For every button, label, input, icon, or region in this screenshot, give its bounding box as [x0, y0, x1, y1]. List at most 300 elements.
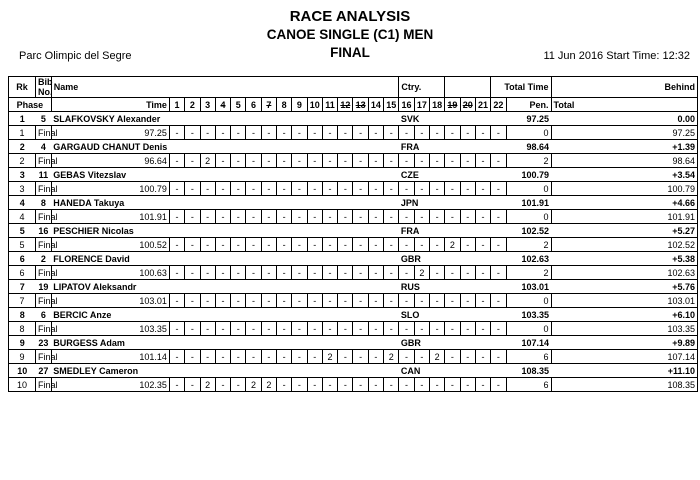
- athlete-name: GEBAS Vitezslav: [53, 169, 127, 180]
- rank: 2: [9, 140, 36, 154]
- bib: 4: [40, 141, 46, 152]
- gate-penalty: -: [292, 238, 307, 252]
- run-penalty: 0: [506, 210, 551, 224]
- gate-penalty: -: [276, 238, 291, 252]
- gate-penalty: -: [215, 294, 230, 308]
- total-time: 103.35: [521, 309, 550, 320]
- behind: +5.27: [551, 224, 697, 238]
- gate-penalty: -: [445, 154, 460, 168]
- gate-penalty: -: [215, 350, 230, 364]
- run-row: [9, 322, 698, 336]
- gate-penalty: -: [338, 378, 353, 392]
- gate-penalty: -: [322, 154, 337, 168]
- gate-penalty: -: [445, 378, 460, 392]
- gate-penalty: -: [384, 322, 399, 336]
- gate-penalty: -: [338, 238, 353, 252]
- gate-penalty: -: [384, 154, 399, 168]
- gate-penalty: -: [292, 378, 307, 392]
- gate-penalty: -: [475, 322, 490, 336]
- rank: 7: [9, 280, 36, 294]
- gate-penalty: -: [215, 378, 230, 392]
- run-row: [9, 126, 698, 140]
- bib: 16: [38, 225, 49, 236]
- gate-penalty: -: [475, 238, 490, 252]
- run-penalty: 6: [506, 378, 551, 392]
- athlete-name: HANEDA Takuya: [53, 197, 125, 208]
- run-penalty: 2: [506, 154, 551, 168]
- gate-penalty: -: [353, 350, 368, 364]
- gate-penalty: -: [261, 126, 276, 140]
- gate-penalty: -: [307, 266, 322, 280]
- gate-penalty: -: [200, 350, 215, 364]
- gate-penalty: -: [215, 182, 230, 196]
- col-total: Total: [551, 98, 697, 112]
- gate-penalty: -: [215, 154, 230, 168]
- gate-header-16: 16: [399, 98, 414, 112]
- run-total: 102.52: [551, 238, 697, 252]
- gate-penalty: -: [231, 350, 246, 364]
- gate-penalty: -: [414, 378, 429, 392]
- athlete-row: [9, 196, 698, 210]
- gate-penalty: -: [414, 350, 429, 364]
- gate-penalty: -: [353, 238, 368, 252]
- behind: 0.00: [551, 112, 697, 126]
- gate-penalty: -: [491, 182, 506, 196]
- header-row-2: [9, 98, 698, 112]
- bib: 2: [40, 253, 46, 264]
- gate-penalty: -: [414, 182, 429, 196]
- spacer: [445, 280, 491, 294]
- run-number: 1: [9, 126, 36, 140]
- gate-penalty: -: [414, 154, 429, 168]
- athlete-name: BURGESS Adam: [53, 337, 125, 348]
- run-phase: Final: [36, 182, 52, 196]
- gate-penalty: -: [215, 126, 230, 140]
- run-number: 6: [9, 266, 36, 280]
- gate-penalty: -: [368, 378, 383, 392]
- gate-penalty: -: [292, 182, 307, 196]
- gate-penalty: -: [307, 238, 322, 252]
- gate-penalty: -: [399, 182, 414, 196]
- col-bib: Bib No.: [36, 77, 52, 98]
- gate-penalty: -: [185, 182, 200, 196]
- gate-penalty: -: [307, 182, 322, 196]
- run-row: [9, 350, 698, 364]
- gate-header-22: 22: [491, 98, 506, 112]
- spacer: [445, 196, 491, 210]
- gate-penalty: 2: [200, 154, 215, 168]
- gate-penalty: -: [200, 294, 215, 308]
- bib: 8: [40, 197, 46, 208]
- bib: 6: [40, 309, 46, 320]
- run-total: 103.01: [551, 294, 697, 308]
- gate-penalty: 2: [246, 378, 261, 392]
- athlete-name: LIPATOV Aleksandr: [53, 281, 137, 292]
- athlete-row: [9, 252, 698, 266]
- total-time: 100.79: [521, 169, 550, 180]
- run-total: 107.14: [551, 350, 697, 364]
- rank: 6: [9, 252, 36, 266]
- spacer: [445, 112, 491, 126]
- header-row-1: [9, 77, 698, 98]
- run-penalty: 2: [506, 266, 551, 280]
- run-time: 100.52: [51, 238, 169, 252]
- gate-penalty: -: [445, 266, 460, 280]
- run-time: 96.64: [51, 154, 169, 168]
- gate-penalty: -: [368, 154, 383, 168]
- gate-header-18: 18: [429, 98, 444, 112]
- rank: 5: [9, 224, 36, 238]
- gate-penalty: -: [460, 182, 475, 196]
- gate-penalty: -: [384, 238, 399, 252]
- behind: +9.89: [551, 336, 697, 350]
- gate-penalty: -: [460, 266, 475, 280]
- gate-penalty: -: [368, 126, 383, 140]
- gate-penalty: -: [307, 378, 322, 392]
- athlete-row: [9, 112, 698, 126]
- gate-penalty: -: [200, 182, 215, 196]
- athlete-row: [9, 168, 698, 182]
- gate-penalty: -: [399, 266, 414, 280]
- run-row: [9, 154, 698, 168]
- run-number: 9: [9, 350, 36, 364]
- gate-penalty: -: [429, 182, 444, 196]
- run-total: 101.91: [551, 210, 697, 224]
- athlete-name: FLORENCE David: [53, 253, 130, 264]
- bib: 11: [38, 169, 49, 180]
- gate-penalty: -: [246, 210, 261, 224]
- gate-penalty: -: [368, 238, 383, 252]
- behind: +11.10: [551, 364, 697, 378]
- gate-penalty: -: [368, 266, 383, 280]
- gate-penalty: -: [322, 126, 337, 140]
- gate-penalty: -: [429, 266, 444, 280]
- gate-penalty: -: [353, 322, 368, 336]
- gate-penalty: -: [231, 210, 246, 224]
- gate-penalty: -: [460, 378, 475, 392]
- gate-penalty: -: [414, 322, 429, 336]
- run-total: 97.25: [551, 126, 697, 140]
- gate-penalty: -: [491, 126, 506, 140]
- gate-penalty: -: [231, 238, 246, 252]
- gate-penalty: -: [460, 350, 475, 364]
- gate-penalty: -: [353, 182, 368, 196]
- country: SLO: [400, 309, 420, 320]
- gate-penalty: -: [276, 210, 291, 224]
- rank: 1: [9, 112, 36, 126]
- gate-penalty: -: [169, 210, 184, 224]
- gate-penalty: -: [169, 294, 184, 308]
- rank: 3: [9, 168, 36, 182]
- gate-penalty: -: [185, 350, 200, 364]
- run-number: 2: [9, 154, 36, 168]
- gate-header-6: 6: [246, 98, 261, 112]
- gate-penalty: -: [353, 126, 368, 140]
- gate-penalty: -: [246, 238, 261, 252]
- run-phase: Final: [36, 350, 52, 364]
- col-pen: Pen.: [506, 98, 551, 112]
- run-time: 101.14: [51, 350, 169, 364]
- run-penalty: 0: [506, 182, 551, 196]
- gate-header-8: 8: [276, 98, 291, 112]
- run-number: 10: [9, 378, 36, 392]
- run-number: 4: [9, 210, 36, 224]
- gate-penalty: -: [429, 378, 444, 392]
- gate-penalty: -: [445, 210, 460, 224]
- gate-penalty: -: [429, 126, 444, 140]
- gate-penalty: -: [353, 266, 368, 280]
- gate-header-5: 5: [231, 98, 246, 112]
- gate-penalty: -: [261, 294, 276, 308]
- gate-penalty: -: [414, 126, 429, 140]
- gate-header-4: 4: [215, 98, 230, 112]
- spacer: [445, 364, 491, 378]
- gate-penalty: -: [338, 294, 353, 308]
- spacer: [445, 252, 491, 266]
- athlete-name: SMEDLEY Cameron: [53, 365, 139, 376]
- gate-penalty: -: [185, 126, 200, 140]
- gate-penalty: -: [246, 126, 261, 140]
- athlete-row: [9, 336, 698, 350]
- run-phase: Final: [36, 126, 52, 140]
- athlete-row: [9, 308, 698, 322]
- gate-penalty: -: [475, 378, 490, 392]
- run-phase: Final: [36, 238, 52, 252]
- results-table: [8, 76, 698, 392]
- col-rk: Rk: [9, 77, 36, 98]
- gate-penalty: -: [475, 210, 490, 224]
- behind: +6.10: [551, 308, 697, 322]
- gate-penalty: 2: [322, 350, 337, 364]
- run-phase: Final: [36, 322, 52, 336]
- behind: +1.39: [551, 140, 697, 154]
- gate-penalty: -: [399, 294, 414, 308]
- total-time: 101.91: [521, 197, 550, 208]
- gate-penalty: -: [368, 182, 383, 196]
- run-time: 101.91: [51, 210, 169, 224]
- col-name: Name: [51, 77, 399, 98]
- rank: 9: [9, 336, 36, 350]
- gate-penalty: -: [475, 154, 490, 168]
- athlete-row: [9, 140, 698, 154]
- run-penalty: 6: [506, 350, 551, 364]
- gate-penalty: -: [429, 294, 444, 308]
- gate-penalty: -: [261, 350, 276, 364]
- gate-penalty: -: [200, 126, 215, 140]
- gate-penalty: -: [384, 294, 399, 308]
- gate-penalty: -: [322, 182, 337, 196]
- col-time: Time: [51, 98, 169, 112]
- gate-penalty: -: [292, 126, 307, 140]
- bib: 27: [38, 365, 49, 376]
- gate-penalty: -: [246, 266, 261, 280]
- gate-penalty: -: [246, 322, 261, 336]
- gate-penalty: -: [292, 294, 307, 308]
- gate-penalty: -: [215, 210, 230, 224]
- gate-penalty: -: [384, 182, 399, 196]
- gate-penalty: -: [384, 210, 399, 224]
- gate-penalty: -: [185, 154, 200, 168]
- gate-penalty: -: [445, 294, 460, 308]
- gate-penalty: -: [429, 210, 444, 224]
- run-time: 103.35: [51, 322, 169, 336]
- run-number: 7: [9, 294, 36, 308]
- report-title: RACE ANALYSIS: [289, 8, 411, 25]
- gate-penalty: -: [292, 266, 307, 280]
- gate-header-2: 2: [185, 98, 200, 112]
- col-behind: Behind: [551, 77, 697, 98]
- country: CAN: [400, 365, 421, 376]
- gate-penalty: -: [185, 294, 200, 308]
- gate-penalty: -: [414, 210, 429, 224]
- spacer: [445, 168, 491, 182]
- total-time: 107.14: [521, 337, 550, 348]
- athlete-name: PESCHIER Nicolas: [53, 225, 134, 236]
- total-time: 102.63: [521, 253, 550, 264]
- gate-penalty: -: [399, 322, 414, 336]
- gate-penalty: -: [338, 154, 353, 168]
- gate-penalty: -: [231, 266, 246, 280]
- bib: 19: [38, 281, 49, 292]
- gate-penalty: -: [368, 322, 383, 336]
- gate-penalty: -: [261, 238, 276, 252]
- date-start-time: 11 Jun 2016 Start Time: 12:32: [543, 50, 690, 62]
- gate-header-13: 13: [353, 98, 368, 112]
- gate-penalty: -: [246, 350, 261, 364]
- gate-penalty: -: [491, 350, 506, 364]
- gate-penalty: -: [445, 126, 460, 140]
- gate-penalty: -: [231, 322, 246, 336]
- country: SVK: [400, 113, 420, 124]
- gate-penalty: 2: [261, 378, 276, 392]
- run-time: 102.35: [51, 378, 169, 392]
- gate-penalty: 2: [429, 350, 444, 364]
- athlete-row: [9, 280, 698, 294]
- gate-penalty: -: [322, 238, 337, 252]
- gate-penalty: -: [368, 210, 383, 224]
- gate-header-17: 17: [414, 98, 429, 112]
- gate-penalty: -: [491, 154, 506, 168]
- gate-penalty: -: [200, 322, 215, 336]
- gate-penalty: -: [307, 126, 322, 140]
- gate-penalty: -: [231, 154, 246, 168]
- run-phase: Final: [36, 154, 52, 168]
- run-row: [9, 210, 698, 224]
- gate-header-14: 14: [368, 98, 383, 112]
- gate-header-3: 3: [200, 98, 215, 112]
- behind: +3.54: [551, 168, 697, 182]
- gate-penalty: -: [475, 182, 490, 196]
- gate-penalty: -: [445, 182, 460, 196]
- run-row: [9, 378, 698, 392]
- run-total: 102.63: [551, 266, 697, 280]
- col-phase: Phase: [9, 98, 52, 112]
- gate-penalty: -: [276, 154, 291, 168]
- gate-penalty: -: [276, 294, 291, 308]
- country: RUS: [400, 281, 420, 292]
- gate-penalty: -: [353, 210, 368, 224]
- gate-penalty: -: [169, 350, 184, 364]
- gate-penalty: -: [429, 322, 444, 336]
- gate-penalty: -: [384, 378, 399, 392]
- gate-penalty: 2: [445, 238, 460, 252]
- gate-penalty: -: [185, 238, 200, 252]
- behind: +5.76: [551, 280, 697, 294]
- gate-penalty: -: [353, 378, 368, 392]
- gate-penalty: -: [475, 126, 490, 140]
- run-row: [9, 182, 698, 196]
- gate-penalty: -: [399, 126, 414, 140]
- gate-header-15: 15: [384, 98, 399, 112]
- gate-penalty: -: [246, 294, 261, 308]
- gate-penalty: -: [276, 266, 291, 280]
- country: GBR: [400, 337, 421, 348]
- gate-penalty: -: [292, 210, 307, 224]
- gate-penalty: -: [475, 350, 490, 364]
- gate-penalty: -: [169, 154, 184, 168]
- gate-header-11: 11: [322, 98, 337, 112]
- run-time: 97.25: [51, 126, 169, 140]
- country: FRA: [400, 141, 420, 152]
- col-total-time: Total Time: [491, 77, 551, 98]
- spacer: [445, 224, 491, 238]
- event-name: CANOE SINGLE (C1) MEN: [266, 27, 434, 42]
- gate-header-19: 19: [445, 98, 460, 112]
- gate-penalty: -: [246, 154, 261, 168]
- gate-penalty: 2: [384, 350, 399, 364]
- gate-penalty: -: [491, 378, 506, 392]
- venue: Parc Olimpic del Segre: [19, 50, 132, 62]
- run-penalty: 0: [506, 322, 551, 336]
- gate-penalty: -: [292, 154, 307, 168]
- run-row: [9, 266, 698, 280]
- gate-penalty: -: [307, 294, 322, 308]
- gate-penalty: -: [200, 266, 215, 280]
- gate-penalty: -: [276, 378, 291, 392]
- rank: 8: [9, 308, 36, 322]
- gate-penalty: -: [276, 182, 291, 196]
- country: JPN: [400, 197, 419, 208]
- gate-penalty: -: [353, 294, 368, 308]
- gate-penalty: -: [491, 294, 506, 308]
- run-phase: Final: [36, 294, 52, 308]
- gate-penalty: -: [429, 154, 444, 168]
- gate-penalty: -: [414, 294, 429, 308]
- gate-penalty: -: [368, 350, 383, 364]
- gate-header-10: 10: [307, 98, 322, 112]
- gate-penalty: -: [399, 238, 414, 252]
- gate-penalty: -: [307, 322, 322, 336]
- gate-penalty: -: [292, 322, 307, 336]
- run-number: 8: [9, 322, 36, 336]
- total-time: 108.35: [521, 365, 550, 376]
- gate-penalty: -: [338, 182, 353, 196]
- gate-penalty: -: [399, 154, 414, 168]
- total-time: 103.01: [521, 281, 550, 292]
- run-time: 100.63: [51, 266, 169, 280]
- spacer: [445, 308, 491, 322]
- gate-penalty: -: [399, 210, 414, 224]
- spacer: [445, 336, 491, 350]
- gate-penalty: -: [445, 322, 460, 336]
- gate-penalty: -: [200, 238, 215, 252]
- gate-penalty: -: [169, 322, 184, 336]
- gate-penalty: -: [460, 322, 475, 336]
- gate-penalty: -: [322, 210, 337, 224]
- run-time: 100.79: [51, 182, 169, 196]
- gate-penalty: -: [261, 210, 276, 224]
- country: CZE: [400, 169, 419, 180]
